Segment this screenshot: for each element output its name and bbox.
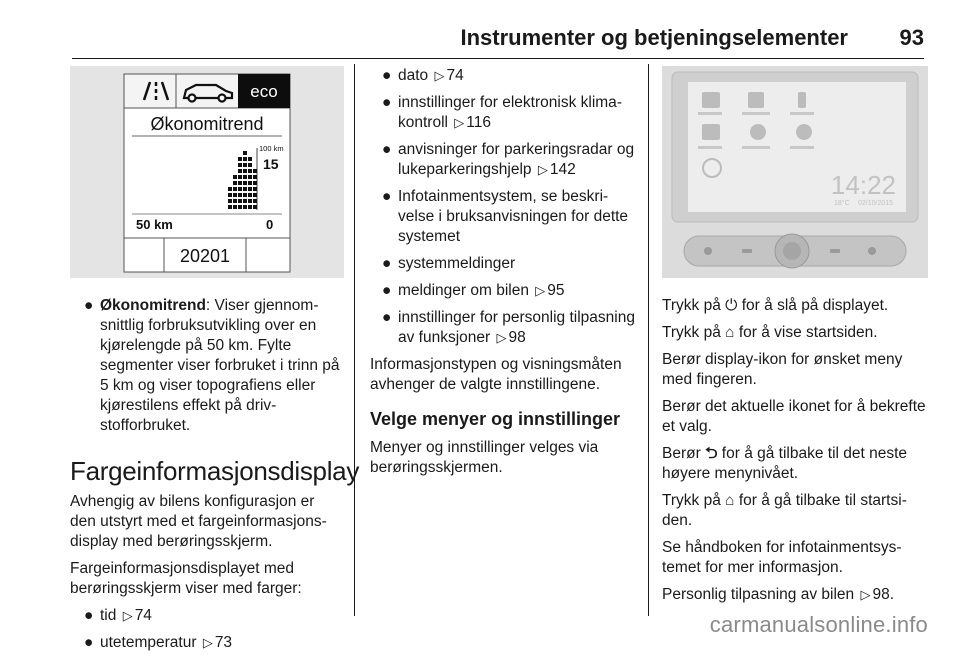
header-rule — [72, 58, 924, 59]
trend-segment — [228, 187, 232, 191]
trend-segment — [243, 187, 247, 191]
list-item: ● dato ▷ 74 — [382, 67, 464, 84]
trend-segment — [248, 175, 252, 179]
trend-segment — [248, 169, 252, 173]
outside-temp: 18°C — [834, 200, 850, 207]
paragraph: Trykk på ⌂ for å vise startsiden. — [662, 324, 878, 341]
page-ref[interactable]: 95 — [547, 282, 565, 299]
display-date: 02/10/2015 — [858, 200, 894, 207]
trend-segment — [253, 169, 257, 173]
trend-segment — [243, 181, 247, 185]
trend-segment — [238, 157, 242, 161]
trend-segment — [233, 187, 237, 191]
trend-segment — [238, 193, 242, 197]
page-ref[interactable]: 73 — [214, 634, 233, 651]
list-item: ● innstillinger for personlig tilpasning av funksjoner ▷ 98 — [382, 309, 635, 346]
page-ref[interactable]: 74 — [134, 607, 152, 624]
watermark: carmanualsonline.info — [709, 612, 928, 637]
paragraph: Trykk på ⏻ for å slå på displayet. — [662, 297, 889, 314]
trend-segment — [248, 199, 252, 203]
trend-segment — [233, 175, 237, 179]
trend-segment — [228, 205, 232, 209]
trend-segment — [238, 205, 242, 209]
zero-label: 0 — [266, 217, 274, 232]
distance-label: 50 km — [136, 217, 173, 232]
paragraph: Fargeinformasjonsdisplayet med berøringsskjerm viser med farger: — [70, 560, 302, 597]
page-ref-icon: ▷ — [122, 608, 133, 623]
trend-segment — [253, 193, 257, 197]
trend-segment — [238, 175, 242, 179]
trend-segment — [243, 193, 247, 197]
column-3 — [662, 66, 928, 612]
paragraph: Berør det aktuelle ikonet for å bekrefte et valg. — [662, 398, 926, 435]
page-ref-icon: ▷ — [454, 115, 465, 130]
list-item: ● meldinger om bilen ▷ 95 — [382, 282, 565, 299]
scale-unit: 100 km — [259, 144, 284, 153]
column-divider-2 — [648, 64, 649, 616]
cluster-bullet-list — [70, 296, 344, 436]
cluster-title: Økonomitrend — [150, 114, 264, 134]
cluster-display-figure — [70, 66, 344, 278]
paragraph: Avhengig av bilens konfigurasjon er den utstyrt med et fargeinformasjonsdisplay med berøringsskjerm. — [70, 493, 327, 550]
display-items-list-cont — [370, 66, 638, 348]
trend-segment — [243, 151, 247, 155]
power-icon: ⏻ — [725, 297, 738, 314]
list-item: ● innstillinger for elektronisk klimakontroll ▷ 116 — [382, 94, 622, 131]
trend-segment — [233, 199, 237, 203]
page-number: 93 — [899, 25, 924, 50]
trend-segment — [238, 169, 242, 173]
list-item: ● tid ▷ 74 — [84, 607, 152, 624]
trend-segment — [238, 163, 242, 167]
trend-segment — [243, 199, 247, 203]
trend-segment — [238, 187, 242, 191]
item-text: tid — [100, 607, 117, 624]
trend-segment — [253, 181, 257, 185]
scale-value: 15 — [263, 156, 279, 172]
column-2 — [370, 66, 638, 485]
odometer-value: 20201 — [179, 246, 231, 266]
trend-segment — [248, 187, 252, 191]
column-1 — [70, 66, 360, 660]
trend-segment — [233, 181, 237, 185]
trend-segment — [253, 199, 257, 203]
page-ref[interactable]: 98 — [872, 586, 890, 603]
list-item: ● Infotainmentsystem, se beskrivelse i bruksanvisningen for dette systemet — [382, 188, 629, 245]
page-ref-icon: ▷ — [202, 635, 213, 650]
term-description: : Viser gjennomsnittlig forbruksutvikling over en kjørelengde på 50 km. Fylte segmenter viser forbruket i trinn på 5 km og viser topografiens eller kjørestilens effekt på drivstofforbruket. — [100, 297, 340, 434]
trend-segment — [248, 157, 252, 161]
list-item: ● utetemperatur ▷ 73 — [84, 634, 233, 651]
list-item: ● systemmeldinger — [382, 255, 516, 272]
paragraph: Berør ⮌ for å gå tilbake til det neste høyere menynivået. — [662, 445, 908, 482]
section-title: Instrumenter og betjeningselementer — [460, 25, 848, 50]
page-ref[interactable]: 98 — [508, 329, 526, 346]
page-ref-icon: ▷ — [860, 587, 871, 602]
page-ref-icon: ▷ — [537, 162, 548, 177]
trend-segment — [248, 181, 252, 185]
trend-segment — [253, 205, 257, 209]
clock-time: 14:22 — [830, 170, 896, 200]
home-icon: ⌂ — [725, 324, 735, 341]
paragraph: Personlig tilpasning av bilen ▷ 98. — [662, 586, 895, 603]
paragraph: Informasjonstypen og visningsmåten avhenger de valgte innstillingene. — [370, 356, 622, 393]
trend-segment — [243, 175, 247, 179]
trend-segment — [228, 199, 232, 203]
trend-segment — [228, 193, 232, 197]
page-ref[interactable]: 74 — [446, 67, 464, 84]
page-ref-icon: ▷ — [434, 68, 445, 83]
trend-segment — [243, 205, 247, 209]
page-header — [0, 0, 960, 60]
list-item: ● Økonomitrend: Viser gjennomsnittlig forbruksutvikling over en kjørelengde på 50 km. Fylte segmenter viser forbruket i trinn på 5 km og viser topografiens eller kjørestilens effekt på drivstofforbruket. — [84, 297, 340, 434]
term-okonomitrend: Økonomitrend — [100, 297, 206, 314]
trend-segment — [248, 193, 252, 197]
section-heading: Fargeinformasjonsdisplay — [70, 456, 360, 486]
paragraph: Berør display-ikon for ønsket meny med fingeren. — [662, 351, 903, 388]
back-icon: ⮌ — [705, 445, 718, 462]
paragraph: Trykk på ⌂ for å gå tilbake til startsiden. — [662, 492, 907, 529]
list-item: ● anvisninger for parkeringsradar og lukeparkeringshjelp ▷ 142 — [382, 141, 635, 178]
trend-segment — [243, 163, 247, 167]
trend-segment — [233, 193, 237, 197]
trend-segment — [238, 181, 242, 185]
infotainment-display-figure — [662, 66, 928, 278]
column-divider-1 — [354, 64, 355, 616]
trend-segment — [243, 157, 247, 161]
trend-segment — [238, 199, 242, 203]
display-items-list — [70, 606, 344, 653]
trend-segment — [253, 187, 257, 191]
item-text: utetemperatur — [100, 634, 197, 651]
trend-segment — [233, 205, 237, 209]
subsection-heading: Velge menyer og innstillinger — [370, 409, 621, 429]
page-ref-icon: ▷ — [535, 283, 546, 298]
trend-segment — [248, 205, 252, 209]
page-ref-icon: ▷ — [496, 330, 507, 345]
trend-segment — [248, 163, 252, 167]
page-ref[interactable]: 142 — [549, 161, 576, 178]
eco-label: eco — [250, 82, 278, 101]
home-icon: ⌂ — [725, 492, 735, 509]
page-ref[interactable]: 116 — [466, 114, 491, 131]
paragraph: Se håndboken for infotainmentsystemet for mer informasjon. — [662, 539, 902, 576]
trend-segment — [243, 169, 247, 173]
trend-segment — [253, 175, 257, 179]
paragraph: Menyer og innstillinger velges via berøringsskjermen. — [370, 439, 599, 476]
